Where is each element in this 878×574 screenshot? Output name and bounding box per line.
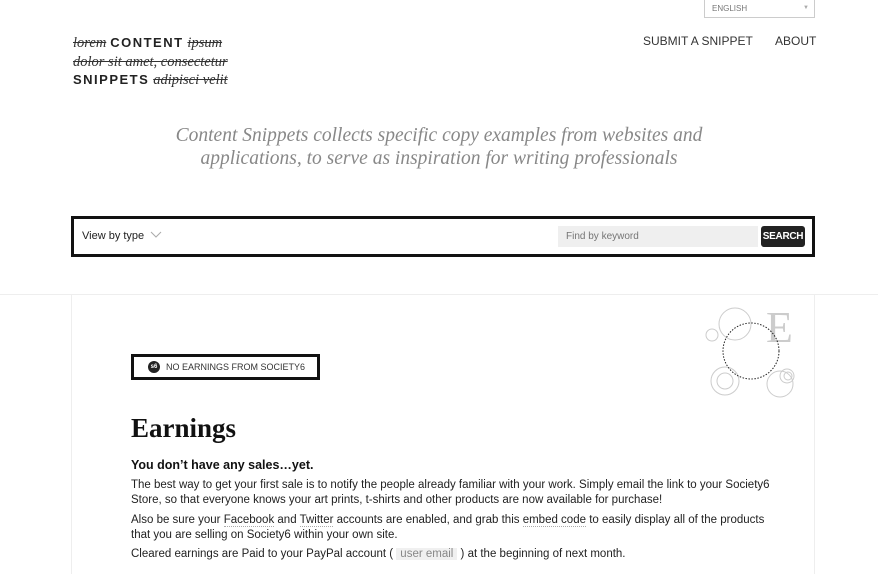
chevron-down-icon: ▼: [803, 5, 809, 11]
language-value: ENGLISH: [712, 4, 748, 13]
logo-text: dolor sit amet, consectetur: [73, 53, 228, 70]
logo-text: ipsum: [187, 35, 223, 51]
decorative-circles-icon: [700, 300, 805, 405]
text: ) at the beginning of next month.: [457, 548, 626, 560]
tagline: [0, 124, 878, 170]
text: Also be sure your: [131, 514, 224, 526]
logo-text: CONTENT: [110, 35, 184, 50]
paragraph: The best way to get your first sale is to notify the people already familiar with your work. Simply email the link to your Society6 Store, so that everyone knows your art prints, t-shirts and other products are now available for purchase!: [131, 479, 770, 506]
facebook-link[interactable]: Facebook: [223, 514, 275, 526]
text: and: [274, 514, 300, 526]
text: Cleared earnings are Paid to your PayPal account (: [131, 548, 397, 560]
text: accounts are enabled, and grab this: [333, 514, 523, 526]
twitter-link[interactable]: Twitter: [299, 514, 334, 526]
nav-about[interactable]: ABOUT: [775, 34, 817, 48]
search-button[interactable]: SEARCH: [761, 226, 805, 247]
text: to easily display all of the products that you are selling on Society6 within your own site.: [131, 514, 765, 541]
tagline-line: applications, to serve as inspiration for writing professionals: [200, 148, 678, 169]
tagline-line: Content Snippets collects specific copy examples from websites and: [175, 125, 703, 146]
badge-text: NO EARNINGS FROM SOCIETY6: [166, 362, 306, 372]
view-by-type-dropdown[interactable]: [82, 230, 162, 242]
status-badge: [131, 354, 320, 380]
filter-bar: [71, 216, 815, 257]
dropdown-label: View by type: [82, 230, 145, 242]
decor-letter: E: [766, 303, 793, 352]
nav-submit-snippet[interactable]: SUBMIT A SNIPPET: [643, 34, 753, 48]
paragraph: [131, 513, 771, 543]
language-select[interactable]: [704, 0, 815, 18]
logo-text: SNIPPETS: [73, 72, 150, 87]
logo-text: lorem: [73, 35, 107, 51]
chevron-down-icon: [150, 231, 162, 239]
embed-code-link[interactable]: embed code: [522, 514, 586, 526]
snippet-title: Earnings: [131, 413, 237, 443]
logo-text: adipisci velit: [153, 72, 228, 88]
logo[interactable]: [73, 34, 228, 90]
snippet-subtitle: You don’t have any sales…yet.: [131, 458, 314, 472]
keyword-search-input[interactable]: [558, 226, 758, 247]
user-email-placeholder: user email: [396, 548, 457, 560]
society6-logo-icon: s6: [148, 361, 160, 373]
